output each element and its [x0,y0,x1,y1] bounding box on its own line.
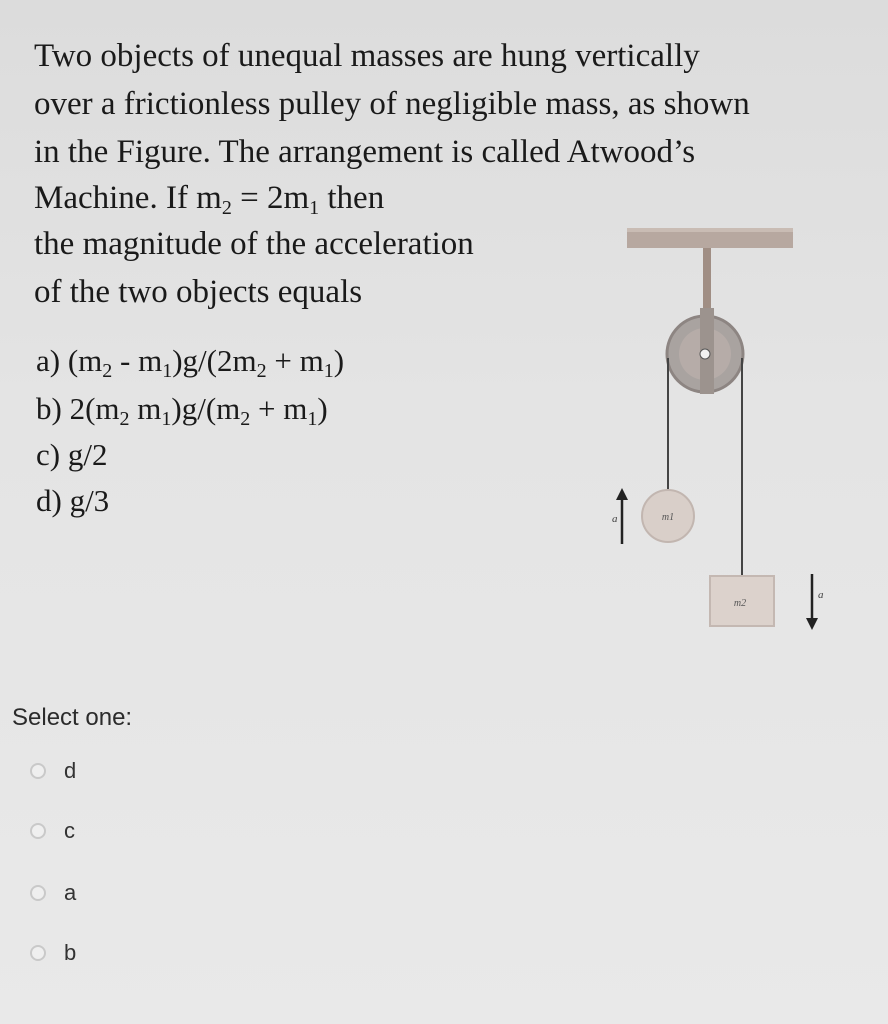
question-text-line: of the two objects equals [34,274,363,310]
choice-b: b) $2(m_2$ $m_1)g/(m_2 + m_1)$ [36,391,328,430]
question-text-line: the magnitude of the acceleration [34,226,474,262]
mass-m2-label: m2 [733,598,747,609]
answer-option-c[interactable] [30,818,75,844]
answer-option-a[interactable] [30,880,76,906]
radio-button[interactable] [30,823,46,839]
radio-button[interactable] [30,945,46,961]
question-text-line: in the Figure. The arrangement is called Atwood’s [34,134,696,170]
choice-a: a) $(m_2 - m_1)g/(2m_2 + m_1)$ [36,343,345,382]
answer-option-label: d [64,758,77,783]
radio-button[interactable] [30,763,46,779]
question-text-line: Machine. If $m_2 = 2m_1$ then [34,180,385,219]
question-text-line: over a frictionless pulley of negligible mass, as shown [34,86,750,122]
question-image [22,26,888,646]
choice-c: c) g/2 [36,437,108,472]
mass-m1-label: m1 [661,512,675,523]
question-text-line: Two objects of unequal masses are hung vertically [34,38,700,74]
answer-option-label: a [64,880,77,905]
select-one-prompt: Select one: [12,704,133,731]
answer-option-label: c [64,818,75,843]
accel-label-m2: a [818,589,824,601]
answer-option-label: b [64,940,77,965]
radio-button[interactable] [30,885,46,901]
accel-label-m1: a [612,513,618,525]
answer-option-b[interactable] [30,940,76,966]
answer-option-d[interactable] [30,758,76,784]
atwood-machine-diagram [582,216,842,636]
choice-d: d) g/3 [36,483,110,518]
